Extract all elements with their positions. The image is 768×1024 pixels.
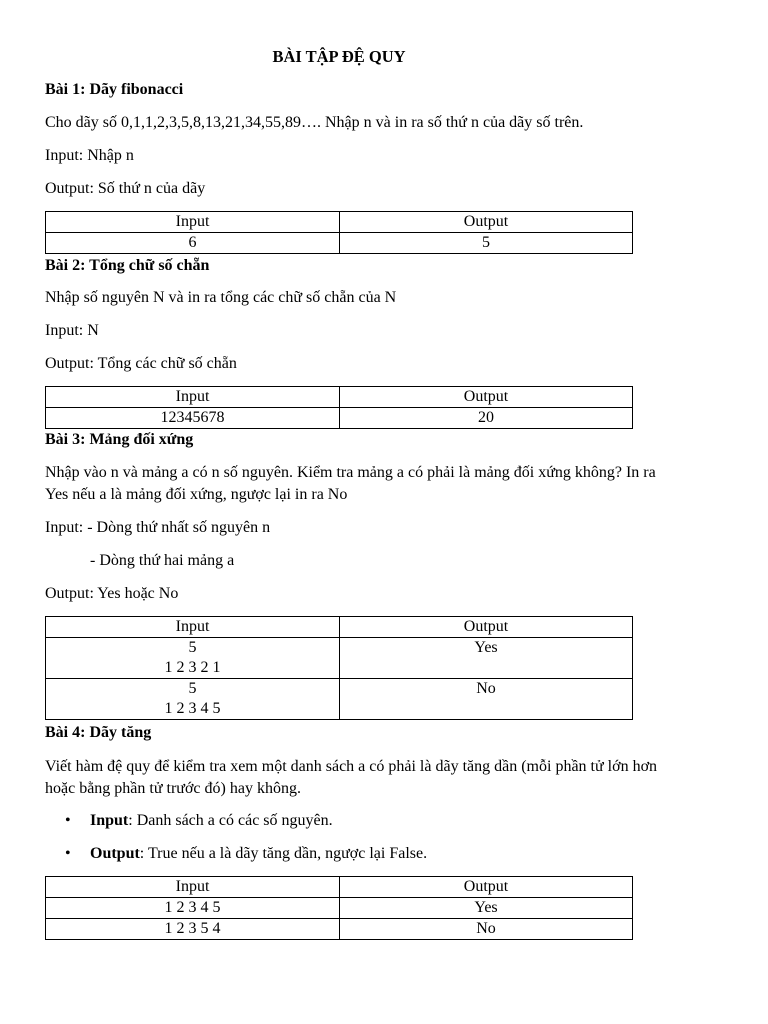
table-cell: 5 bbox=[340, 233, 633, 254]
table-cell bbox=[46, 679, 340, 720]
table-cell: No bbox=[340, 919, 633, 940]
table-header-cell: Output bbox=[340, 387, 633, 408]
ex2-heading: Bài 2: Tổng chữ số chẵn bbox=[45, 257, 210, 274]
ex3-table bbox=[45, 616, 633, 720]
table-cell-line: 5 bbox=[188, 680, 197, 697]
table-row bbox=[46, 233, 633, 254]
table-cell: 1 2 3 4 5 bbox=[46, 898, 340, 919]
ex3-input-first: - Dòng thứ nhất số nguyên n bbox=[87, 519, 271, 536]
ex1-description: Cho dãy số 0,1,1,2,3,5,8,13,21,34,55,89…. Nhập n và in ra số thứ n của dãy số trên. bbox=[45, 114, 584, 131]
table-cell bbox=[46, 638, 340, 679]
table-header-row bbox=[46, 212, 633, 233]
ex2-table bbox=[45, 386, 633, 429]
table-row bbox=[46, 919, 633, 940]
table-cell: 6 bbox=[46, 233, 340, 254]
table-cell: Yes bbox=[340, 638, 633, 679]
ex4-description-line2: hoặc bằng phần tử trước đó) hay không. bbox=[45, 780, 301, 797]
ex3-heading: Bài 3: Mảng đối xứng bbox=[45, 431, 194, 448]
table-cell: 1 2 3 5 4 bbox=[46, 919, 340, 940]
ex4-heading: Bài 4: Dãy tăng bbox=[45, 724, 152, 741]
table-header-row bbox=[46, 617, 633, 638]
ex3-description-line2: Yes nếu a là mảng đối xứng, ngược lại in ra No bbox=[45, 486, 348, 503]
table-header-row bbox=[46, 877, 633, 898]
table-cell: 12345678 bbox=[46, 408, 340, 429]
table-row bbox=[46, 408, 633, 429]
ex1-output: Output: Số thứ n của dãy bbox=[45, 180, 206, 197]
table-cell-line: 5 bbox=[188, 639, 197, 656]
ex2-output: Output: Tổng các chữ số chẵn bbox=[45, 355, 237, 372]
list-item bbox=[45, 811, 427, 831]
ex3-description-line1: Nhập vào n và mảng a có n số nguyên. Kiểm tra mảng a có phải là mảng đối xứng không? In ra bbox=[45, 464, 656, 481]
ex1-table bbox=[45, 211, 633, 254]
table-header-cell: Input bbox=[46, 212, 340, 233]
table-header-cell: Input bbox=[46, 387, 340, 408]
bullet-text: : Danh sách a có các số nguyên. bbox=[128, 812, 333, 829]
bullet-label: Input bbox=[90, 812, 129, 829]
page-title: BÀI TẬP ĐỆ QUY bbox=[272, 47, 406, 66]
ex2-input: Input: N bbox=[45, 322, 99, 339]
ex3-input-line1 bbox=[45, 518, 270, 538]
table-row bbox=[46, 898, 633, 919]
ex3-input-label: Input: bbox=[45, 519, 88, 536]
table-header-row bbox=[46, 387, 633, 408]
ex1-input: Input: Nhập n bbox=[45, 147, 134, 164]
ex4-bullet-list bbox=[45, 811, 427, 864]
table-header-cell: Output bbox=[340, 617, 633, 638]
table-cell: No bbox=[340, 679, 633, 720]
table-cell-line: 1 2 3 4 5 bbox=[164, 700, 221, 717]
bullet-label: Output bbox=[90, 845, 140, 862]
ex4-description-line1: Viết hàm đệ quy để kiểm tra xem một danh sách a có phải là dãy tăng dần (mỗi phần tử lớn hơn bbox=[45, 758, 658, 775]
table-header-cell: Output bbox=[340, 877, 633, 898]
table-header-cell: Input bbox=[46, 877, 340, 898]
table-header-cell: Input bbox=[46, 617, 340, 638]
bullet-text: : True nếu a là dãy tăng dần, ngược lại False. bbox=[139, 845, 428, 862]
ex3-output: Output: Yes hoặc No bbox=[45, 585, 179, 602]
ex3-input-line2: - Dòng thứ hai mảng a bbox=[90, 552, 235, 569]
table-row bbox=[46, 679, 633, 720]
table-cell: 20 bbox=[340, 408, 633, 429]
table-cell: Yes bbox=[340, 898, 633, 919]
table-cell-line: 1 2 3 2 1 bbox=[164, 659, 221, 676]
table-header-cell: Output bbox=[340, 212, 633, 233]
table-row bbox=[46, 638, 633, 679]
ex1-heading: Bài 1: Dãy fibonacci bbox=[45, 81, 184, 98]
ex2-description: Nhập số nguyên N và in ra tổng các chữ số chẵn của N bbox=[45, 289, 397, 306]
list-item bbox=[45, 844, 427, 864]
ex4-table bbox=[45, 876, 633, 940]
